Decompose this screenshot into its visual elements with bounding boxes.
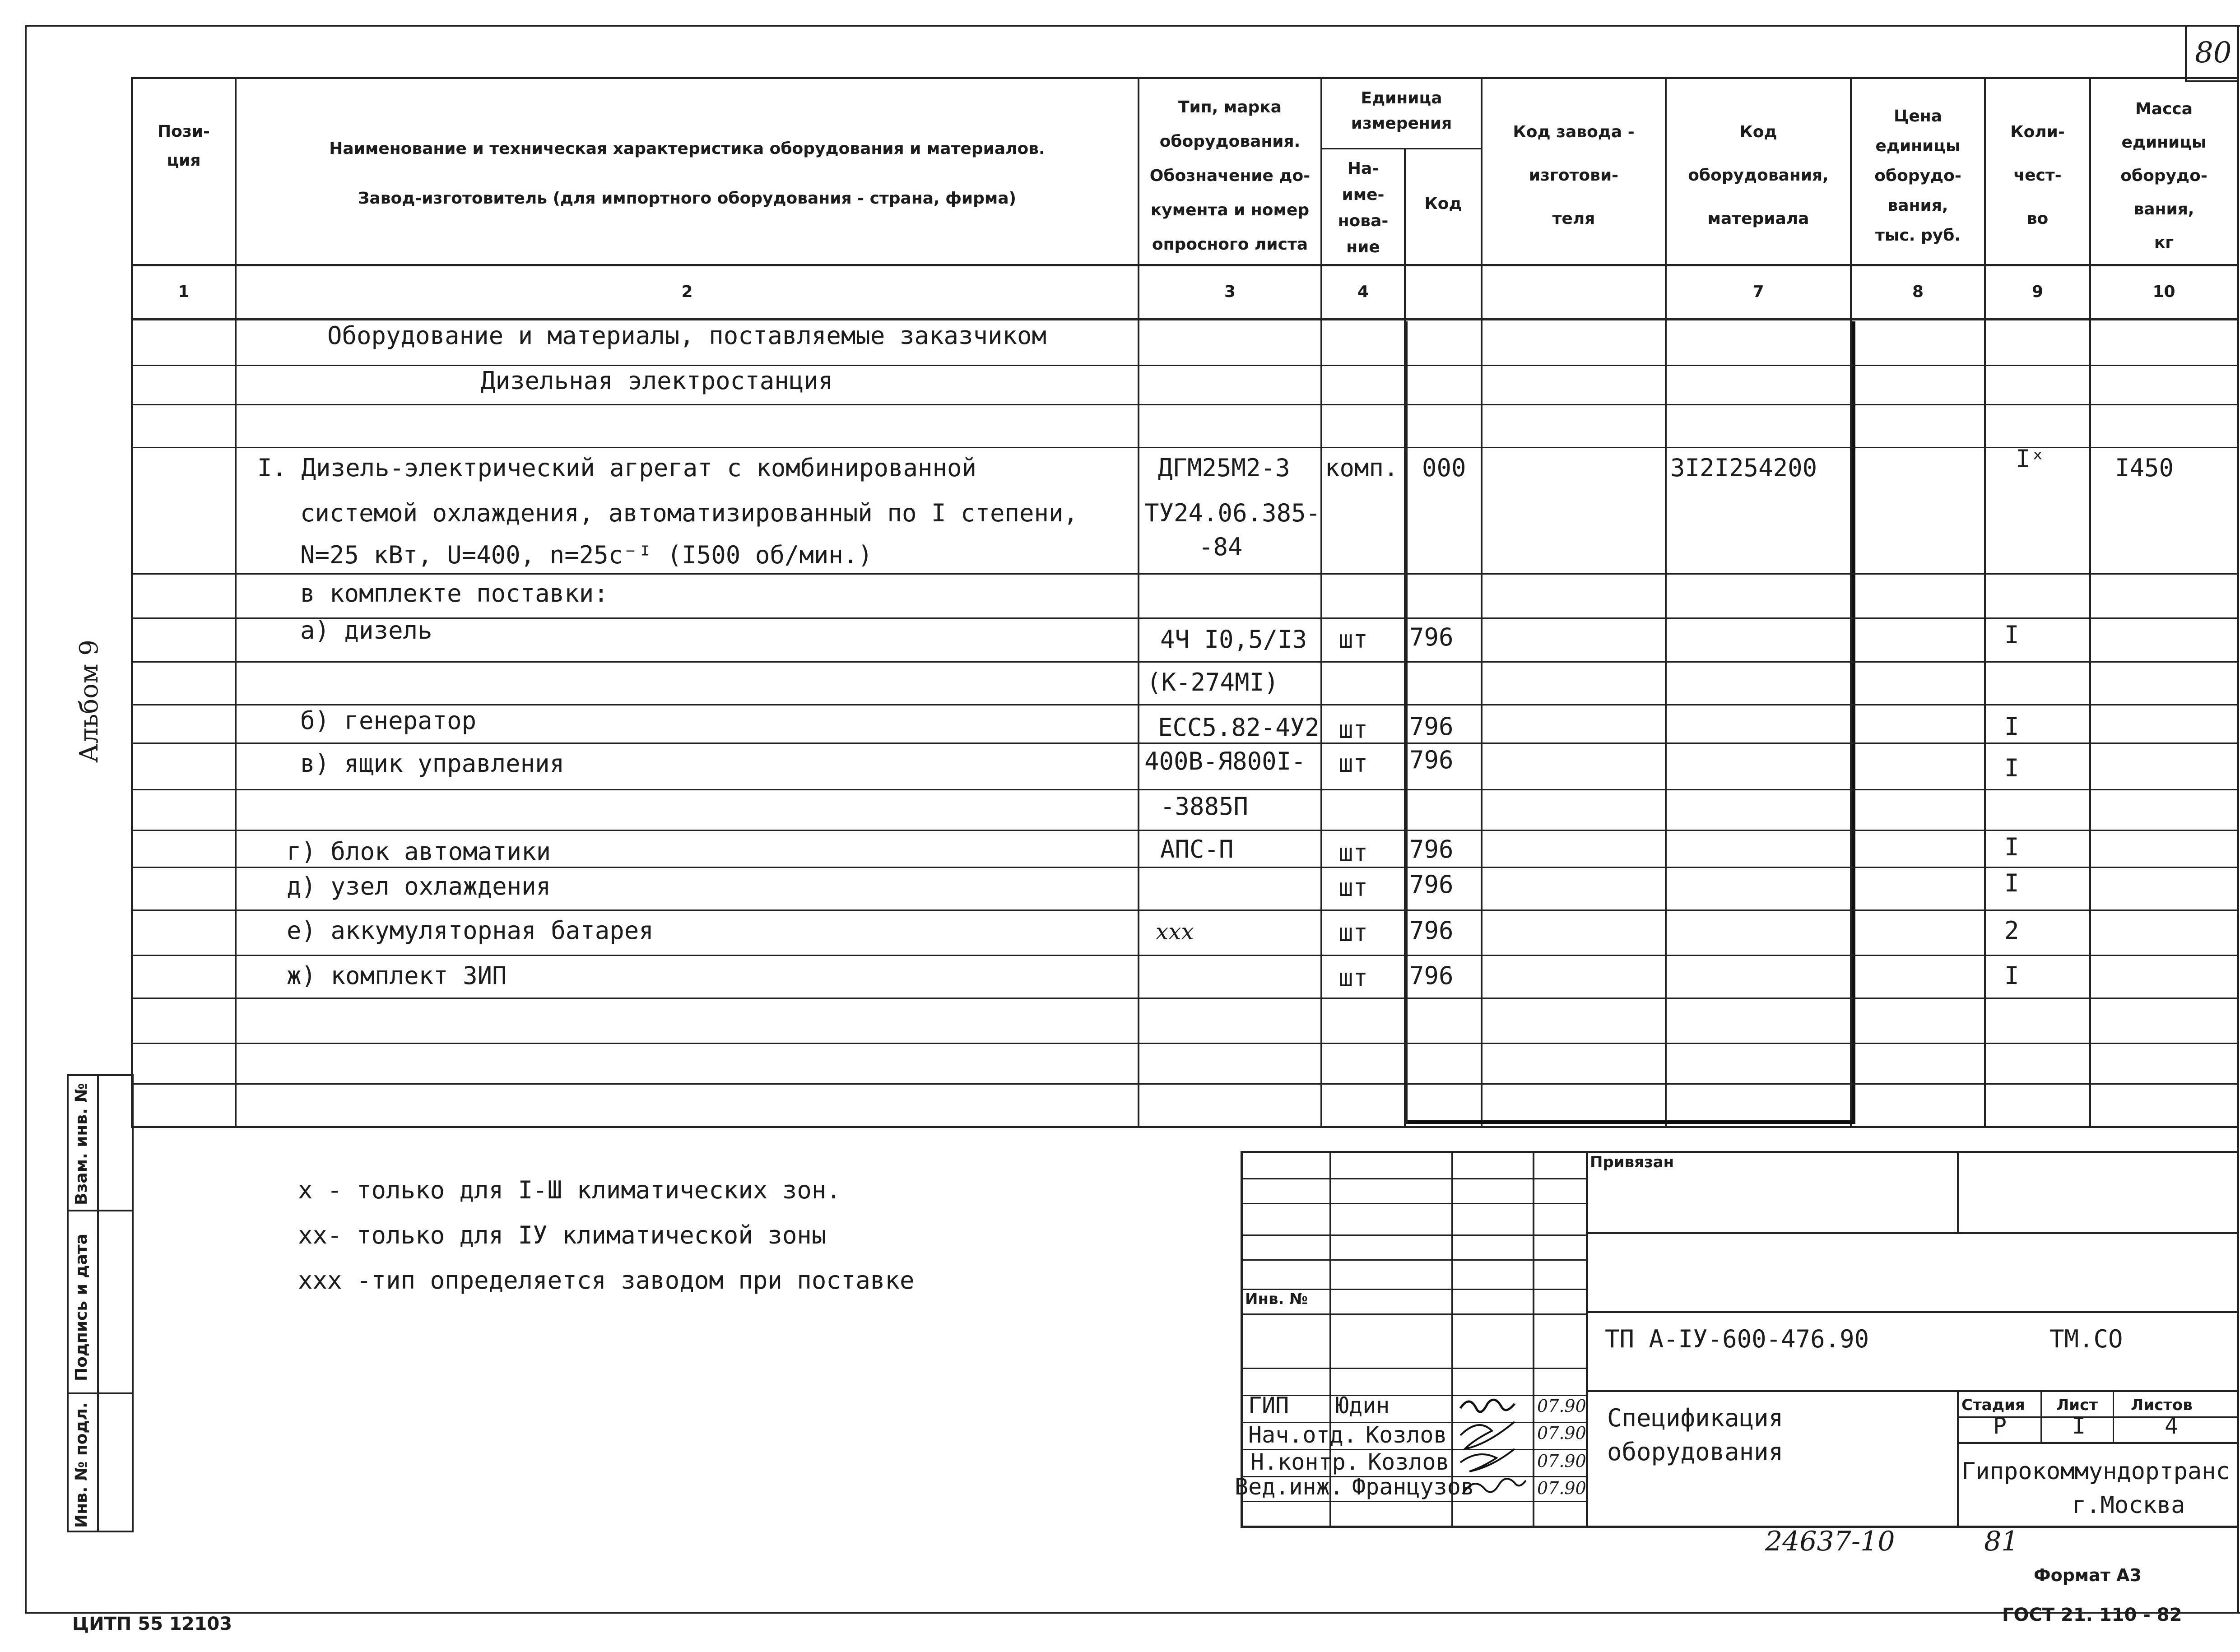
table-cell-qty: I [2004,961,2019,990]
table-cell-type: -84 [1199,533,1243,561]
note-line: х - только для I-Ш климатических зон. [298,1176,841,1204]
table-cell-qty: I [2004,712,2019,741]
table-cell-name: системой охлаждения, автоматизированный по I степени, [300,499,1078,527]
table-cell-unit: шт [1338,964,1368,992]
frame-bottom-line [25,1612,2240,1614]
table-cell-name: д) узел охлаждения [287,872,551,900]
header-type: Тип, марка оборудования. Обозначение до- кумента и номер опросного листа [1149,98,1311,254]
signer-name: Французов [1352,1474,1474,1500]
signer-role: ГИП [1248,1392,1289,1419]
table-cell-code: 796 [1409,916,1454,945]
stage-value: Р [1993,1413,2007,1439]
table-cell-unit: шт [1338,839,1368,867]
signer-name: Юдин [1335,1392,1390,1419]
col-number: 3 [1224,283,1236,301]
section-title: Оборудование и материалы, поставляемые заказчиком [327,321,1047,350]
header-factory-code: Код завода - изготови- теля [1513,123,1635,228]
table-cell-unit: шт [1338,873,1368,902]
table-cell-unit: шт [1338,749,1368,778]
gost-label: ГОСТ 21. 110 - 82 [2002,1605,2182,1625]
table-cell-code: 796 [1409,835,1454,863]
col-number: 1 [178,283,190,301]
table-cell-name: б) генератор [300,706,477,735]
table-cell-qty: 2 [2004,916,2019,945]
sheet-number: 80 [2195,36,2232,70]
signer-date: 07.90 [1537,1478,1586,1498]
header-unit-code: Код [1424,195,1462,213]
table-cell-type: 4Ч I0,5/I3 [1160,625,1307,654]
header-position: Пози- ция [158,122,210,170]
table-cell-code: 796 [1409,712,1454,741]
ctip-label: ЦИТП 55 12103 [72,1614,232,1634]
table-cell-name: в) ящик управления [300,749,565,778]
album-label: Альбом 9 [74,640,104,763]
handwritten-page: 81 [1984,1526,2019,1557]
stage-label: Стадия [1961,1396,2025,1414]
table-cell-type: ххх [1156,919,1194,945]
sheet-value: I [2072,1413,2086,1439]
signer-date: 07.90 [1537,1396,1586,1416]
inv-no-label: Инв. № [1245,1290,1308,1308]
sheets-value: 4 [2165,1413,2179,1439]
signer-date: 07.90 [1537,1423,1586,1443]
signer-name: Козлов [1368,1449,1450,1475]
side-stamp-sign: Подпись и дата [72,1234,91,1381]
signer-date: 07.90 [1537,1451,1586,1471]
table-cell-type: ТУ24.06.385- [1144,499,1321,527]
doc-title: оборудования [1607,1438,1784,1466]
table-cell-qty: I [2004,869,2019,897]
table-cell-code: 796 [1409,623,1454,651]
table-cell-code: 000 [1422,454,1466,482]
table-cell-unit: шт [1338,625,1368,654]
table-cell-type: АПС-П [1160,835,1234,863]
format-label: Формат А3 [2034,1565,2142,1585]
header-name: Наименование и техническая характеристика оборудования и материалов. Завод-изготовитель (для импортного оборудования - страна, фирма) [329,139,1045,208]
table-cell-name: в комплекте поставки: [300,579,609,608]
table-cell-type: ДГМ25М2-3 [1158,454,1290,482]
doc-title: Спецификация [1607,1404,1784,1432]
table-cell-type: 400В-Я800I- [1144,747,1306,775]
table-cell-mass: I450 [2115,454,2174,482]
col-number: 9 [2031,283,2044,301]
table-cell-qty: I [2004,621,2019,649]
table-cell-unit: шт [1338,715,1368,744]
header-price: Цена единицы оборудо- вания, тыс. руб. [1874,107,1961,245]
table-cell-name: ж) комплект ЗИП [287,961,507,990]
col-number: 4 [1357,283,1369,301]
header-quantity: Коли- чест- во [2010,123,2065,228]
signer-role: Н.контр. [1250,1449,1359,1475]
note-line: ххх -тип определяется заводом при поставке [298,1266,915,1295]
signer-role: Нач.отд. [1248,1422,1357,1448]
table-cell-name: г) блок автоматики [287,837,551,866]
table-cell-name: I. Дизель-электрический агрегат с комбинированной [257,454,977,482]
table-cell-type: -3885П [1160,792,1249,821]
header-mass: Масса единицы оборудо- вания, кг [2120,100,2207,252]
signatures-image [1451,1390,1533,1526]
table-cell-type: ЕСС5.82-4У2 [1158,713,1320,742]
table-cell-code: 796 [1409,961,1454,990]
side-stamp-inv: Инв. № подл. [72,1402,91,1528]
side-stamp-replace: Взам. инв. № [72,1083,91,1205]
sheets-label: Листов [2131,1396,2193,1414]
table-cell-qty: Iˣ [2016,445,2045,473]
table-cell-name: N=25 кВт, U=400, n=25c⁻ᴵ (I500 об/мин.) [300,541,873,569]
table-cell-name: е) аккумуляторная батарея [287,916,654,945]
table-cell-qty: I [2004,754,2019,782]
table-cell-unit: шт [1338,919,1368,947]
note-line: хх- только для IУ климатической зоны [298,1221,827,1249]
table-cell-qty: I [2004,833,2019,861]
sheet-label: Лист [2056,1396,2098,1414]
privyazan-label: Привязан [1590,1153,1674,1171]
frame-left-line [25,25,27,1614]
table-cell-unit: комп. [1325,454,1399,482]
city: г.Москва [2072,1492,2185,1519]
table-cell-name: а) дизель [300,616,432,645]
frame-top-line [25,25,2240,27]
handwritten-number: 24637-10 [1765,1526,1895,1557]
col-number: 8 [1912,283,1924,301]
col-number: 10 [2152,283,2175,301]
header-unit-name: На- име- нова- ние [1338,159,1389,256]
signer-name: Козлов [1366,1422,1447,1448]
organization: Гипрокоммундортранс [1961,1458,2230,1485]
header-equipment-code: Код оборудования, материала [1688,123,1829,228]
table-cell-type: (К-274МI) [1147,668,1279,696]
section-subtitle: Дизельная электростанция [481,367,833,395]
table-cell-code: 796 [1409,870,1454,899]
header-unit: Единица измерения [1351,89,1452,133]
table-cell-code: 796 [1409,746,1454,774]
table-cell-material-code: 3I2I254200 [1670,454,1817,482]
signer-role: Вед.инж. [1235,1474,1343,1500]
doc-code: ТП А-IУ-600-476.90 [1605,1325,1869,1353]
col-number: 7 [1752,283,1764,301]
col-number: 2 [681,283,693,301]
doc-mark: ТМ.СО [2049,1325,2123,1353]
